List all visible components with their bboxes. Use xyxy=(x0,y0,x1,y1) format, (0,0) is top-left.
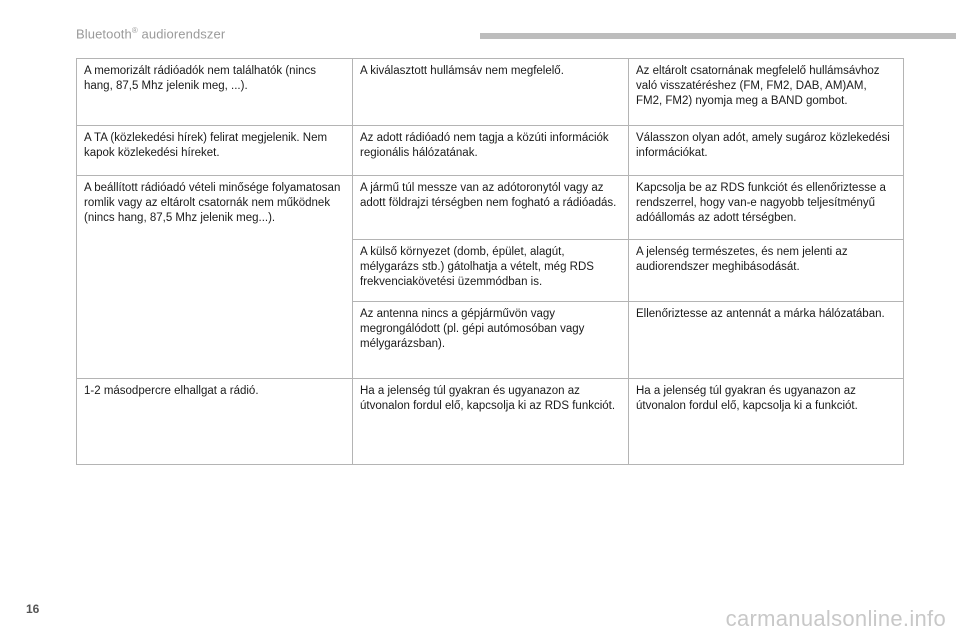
solution-cell: Válasszon olyan adót, amely sugároz közlekedési információkat. xyxy=(629,126,904,176)
troubleshooting-table xyxy=(76,58,904,465)
header-subtitle: audiorendszer xyxy=(137,26,226,42)
cause-cell: A jármű túl messze van az adótoronytól vagy az adott földrajzi térségben nem fogható a rádióadás. xyxy=(353,176,629,240)
page-number: 16 xyxy=(26,602,40,616)
cause-cell: A kiválasztott hullámsáv nem megfelelő. xyxy=(353,59,629,126)
cause-cell: Az antenna nincs a gépjárművön vagy megrongálódott (pl. gépi autómosóban vagy mélygarázsban). xyxy=(353,302,629,379)
watermark: carmanualsonline.info xyxy=(725,606,946,631)
question-cell: A memorizált rádióadók nem találhatók (nincs hang, 87,5 Mhz jelenik meg, ...). xyxy=(77,59,353,126)
solution-cell: Az eltárolt csatornának megfelelő hullámsávhoz való visszatéréshez (FM, FM2, DAB, AM)AM, FM2, FM2) nyomja meg a BAND gombot. xyxy=(629,59,904,126)
table-row xyxy=(77,126,904,176)
question-cell: A TA (közlekedési hírek) felirat megjelenik. Nem kapok közlekedési híreket. xyxy=(77,126,353,176)
cause-cell: Az adott rádióadó nem tagja a közúti információk regionális hálózatának. xyxy=(353,126,629,176)
solution-cell: Kapcsolja be az RDS funkciót és ellenőriztesse a rendszerrel, hogy van-e nagyobb teljesítményű adóállomás az adott térségben. xyxy=(629,176,904,240)
solution-cell: Ha a jelenség túl gyakran és ugyanazon az útvonalon fordul elő, kapcsolja ki a funkciót. xyxy=(629,379,904,465)
table-row xyxy=(77,59,904,126)
solution-cell: A jelenség természetes, és nem jelenti az audiorendszer meghibásodását. xyxy=(629,240,904,302)
table-row xyxy=(77,379,904,465)
question-cell: 1-2 másodpercre elhallgat a rádió. xyxy=(77,379,353,465)
table-row xyxy=(77,176,904,240)
registered-mark: ® xyxy=(131,26,138,35)
solution-cell: Ellenőriztesse az antennát a márka hálózatában. xyxy=(629,302,904,379)
cause-cell: A külső környezet (domb, épület, alagút, mélygarázs stb.) gátolhatja a vételt, még RDS frekvenciakövetési üzemmódban is. xyxy=(353,240,629,302)
cause-cell: Ha a jelenség túl gyakran és ugyanazon az útvonalon fordul elő, kapcsolja ki az RDS funkciót. xyxy=(353,379,629,465)
header-rule xyxy=(480,33,956,39)
page-header-title xyxy=(76,26,225,41)
question-cell: A beállított rádióadó vételi minősége folyamatosan romlik vagy az eltárolt csatornák nem működnek (nincs hang, 87,5 Mhz jelenik meg...). xyxy=(77,176,353,379)
header-brand: Bluetooth xyxy=(76,26,132,42)
